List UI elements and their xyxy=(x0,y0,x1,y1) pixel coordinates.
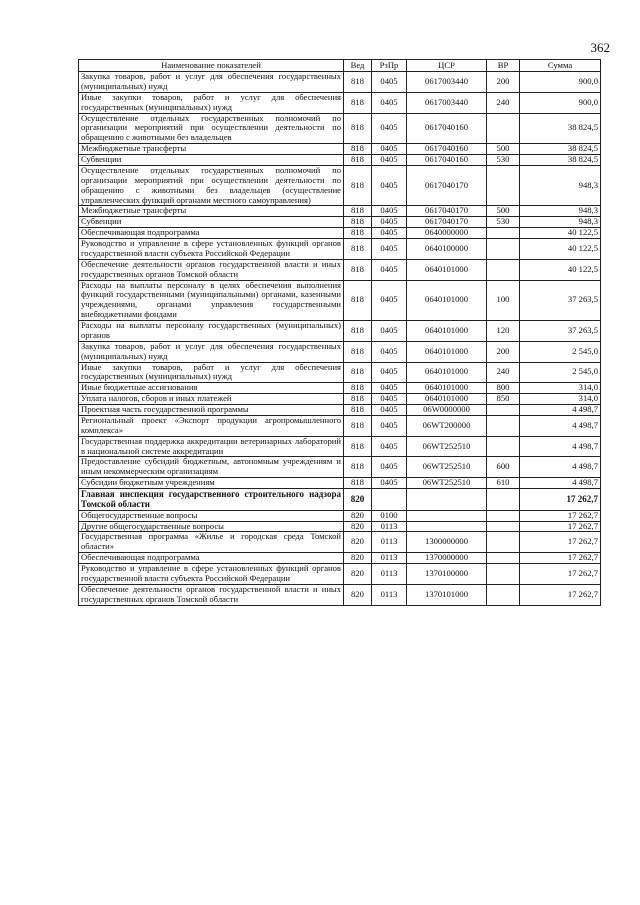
cell-csr: 0617003440 xyxy=(407,72,487,93)
table-row xyxy=(79,321,601,342)
cell-vr xyxy=(487,415,520,436)
cell-name: Руководство и управление в сфере установленных функций органов государственной власти субъекта Российской Федерации xyxy=(79,239,344,260)
cell-vr xyxy=(487,259,520,280)
cell-name: Государственная программа «Жилье и городская среда Томской области» xyxy=(79,532,344,553)
table-row xyxy=(79,228,601,239)
cell-vr: 120 xyxy=(487,321,520,342)
cell-vr: 850 xyxy=(487,394,520,405)
cell-vr xyxy=(487,553,520,564)
cell-csr: 06WT252510 xyxy=(407,436,487,457)
cell-csr: 0640100000 xyxy=(407,239,487,260)
cell-vr: 200 xyxy=(487,341,520,362)
table-row xyxy=(79,564,601,585)
cell-csr: 0617040160 xyxy=(407,113,487,144)
table-row xyxy=(79,341,601,362)
cell-vr: 240 xyxy=(487,362,520,383)
cell-sum: 314,0 xyxy=(520,383,601,394)
cell-sum: 948,3 xyxy=(520,217,601,228)
cell-sum: 4 498,7 xyxy=(520,415,601,436)
cell-rzpr: 0405 xyxy=(372,206,407,217)
cell-rzpr: 0405 xyxy=(372,457,407,478)
table-row xyxy=(79,584,601,605)
cell-sum: 314,0 xyxy=(520,394,601,405)
cell-csr: 0640101000 xyxy=(407,362,487,383)
cell-vr: 500 xyxy=(487,206,520,217)
cell-csr: 06WT252510 xyxy=(407,457,487,478)
cell-csr: 0640101000 xyxy=(407,383,487,394)
cell-sum: 17 262,7 xyxy=(520,532,601,553)
cell-sum: 38 824,5 xyxy=(520,113,601,144)
cell-rzpr: 0113 xyxy=(372,521,407,532)
cell-name: Государственная поддержка аккредитации ветеринарных лабораторий в национальной системе аккредитации xyxy=(79,436,344,457)
cell-ved: 820 xyxy=(344,553,372,564)
cell-csr: 0617040170 xyxy=(407,217,487,228)
cell-csr: 1370000000 xyxy=(407,553,487,564)
cell-csr xyxy=(407,510,487,521)
cell-vr: 530 xyxy=(487,155,520,166)
cell-rzpr: 0405 xyxy=(372,92,407,113)
table-row xyxy=(79,553,601,564)
cell-name: Предоставление субсидий бюджетным, автономным учреждениям и иным некоммерческим организациям xyxy=(79,457,344,478)
cell-name: Проектная часть государственной программы xyxy=(79,405,344,416)
cell-sum: 4 498,7 xyxy=(520,478,601,489)
cell-sum: 2 545,0 xyxy=(520,362,601,383)
cell-csr: 1370100000 xyxy=(407,564,487,585)
cell-ved: 818 xyxy=(344,165,372,206)
cell-rzpr: 0405 xyxy=(372,341,407,362)
table-row xyxy=(79,362,601,383)
cell-rzpr: 0113 xyxy=(372,584,407,605)
cell-ved: 818 xyxy=(344,239,372,260)
cell-sum: 2 545,0 xyxy=(520,341,601,362)
cell-ved: 818 xyxy=(344,415,372,436)
cell-name: Закупка товаров, работ и услуг для обеспечения государственных (муниципальных) нужд xyxy=(79,72,344,93)
cell-name: Субвенции xyxy=(79,217,344,228)
cell-rzpr: 0405 xyxy=(372,362,407,383)
cell-csr: 06WT200000 xyxy=(407,415,487,436)
cell-csr: 1300000000 xyxy=(407,532,487,553)
cell-name: Межбюджетные трансферты xyxy=(79,144,344,155)
cell-name: Иные бюджетные ассигнования xyxy=(79,383,344,394)
cell-name: Субвенции xyxy=(79,155,344,166)
cell-sum: 37 263,5 xyxy=(520,321,601,342)
cell-sum: 38 824,5 xyxy=(520,144,601,155)
cell-rzpr xyxy=(372,489,407,511)
cell-vr: 610 xyxy=(487,478,520,489)
cell-vr xyxy=(487,165,520,206)
cell-sum: 40 122,5 xyxy=(520,239,601,260)
cell-rzpr: 0405 xyxy=(372,259,407,280)
cell-ved: 818 xyxy=(344,92,372,113)
cell-name: Расходы на выплаты персоналу государственных (муниципальных) органов xyxy=(79,321,344,342)
cell-ved: 818 xyxy=(344,228,372,239)
cell-csr: 0617003440 xyxy=(407,92,487,113)
cell-vr xyxy=(487,564,520,585)
cell-csr: 1370101000 xyxy=(407,584,487,605)
header-sum: Сумма xyxy=(520,60,601,72)
table-row xyxy=(79,206,601,217)
table-row xyxy=(79,280,601,321)
cell-vr xyxy=(487,113,520,144)
cell-ved: 818 xyxy=(344,217,372,228)
cell-name: Общегосударственные вопросы xyxy=(79,510,344,521)
cell-ved: 818 xyxy=(344,113,372,144)
cell-vr: 800 xyxy=(487,383,520,394)
cell-vr: 100 xyxy=(487,280,520,321)
cell-vr xyxy=(487,239,520,260)
cell-ved: 818 xyxy=(344,206,372,217)
cell-name: Обеспечивающая подпрограмма xyxy=(79,553,344,564)
cell-sum: 4 498,7 xyxy=(520,405,601,416)
cell-csr: 06WT252510 xyxy=(407,478,487,489)
cell-sum: 17 262,7 xyxy=(520,584,601,605)
cell-csr: 0640101000 xyxy=(407,280,487,321)
cell-ved: 818 xyxy=(344,280,372,321)
cell-name: Другие общегосударственные вопросы xyxy=(79,521,344,532)
cell-vr: 240 xyxy=(487,92,520,113)
table-row xyxy=(79,72,601,93)
cell-name: Закупка товаров, работ и услуг для обеспечения государственных (муниципальных) нужд xyxy=(79,341,344,362)
cell-rzpr: 0405 xyxy=(372,165,407,206)
cell-vr xyxy=(487,510,520,521)
cell-rzpr: 0405 xyxy=(372,280,407,321)
page-number: 362 xyxy=(590,40,610,55)
cell-sum: 948,3 xyxy=(520,206,601,217)
table-row xyxy=(79,394,601,405)
table-row xyxy=(79,478,601,489)
cell-vr xyxy=(487,489,520,511)
cell-vr: 500 xyxy=(487,144,520,155)
cell-vr: 530 xyxy=(487,217,520,228)
cell-csr xyxy=(407,521,487,532)
table-row xyxy=(79,113,601,144)
header-ved: Вед xyxy=(344,60,372,72)
cell-name: Обеспечение деятельности органов государственной власти и иных государственных органов Томской области xyxy=(79,584,344,605)
cell-rzpr: 0405 xyxy=(372,321,407,342)
cell-sum: 17 262,7 xyxy=(520,553,601,564)
cell-sum: 4 498,7 xyxy=(520,457,601,478)
cell-vr xyxy=(487,584,520,605)
cell-sum: 17 262,7 xyxy=(520,521,601,532)
cell-vr xyxy=(487,521,520,532)
cell-ved: 818 xyxy=(344,72,372,93)
cell-csr: 0640101000 xyxy=(407,321,487,342)
cell-name: Обеспечение деятельности органов государственной власти и иных государственных органов Томской области xyxy=(79,259,344,280)
cell-ved: 818 xyxy=(344,405,372,416)
table-row xyxy=(79,510,601,521)
cell-name: Главная инспекция государственного строительного надзора Томской области xyxy=(79,489,344,511)
table-row xyxy=(79,217,601,228)
header-vr: ВР xyxy=(487,60,520,72)
cell-rzpr: 0405 xyxy=(372,394,407,405)
cell-csr: 0640101000 xyxy=(407,259,487,280)
table-row xyxy=(79,165,601,206)
cell-csr: 0617040170 xyxy=(407,206,487,217)
cell-name: Обеспечивающая подпрограмма xyxy=(79,228,344,239)
cell-name: Руководство и управление в сфере установленных функций органов государственной власти субъекта Российской Федерации xyxy=(79,564,344,585)
cell-rzpr: 0405 xyxy=(372,405,407,416)
table-row xyxy=(79,144,601,155)
cell-sum: 37 263,5 xyxy=(520,280,601,321)
cell-csr: 0617040160 xyxy=(407,144,487,155)
table-row xyxy=(79,532,601,553)
cell-ved: 818 xyxy=(344,436,372,457)
cell-sum: 948,3 xyxy=(520,165,601,206)
cell-sum: 17 262,7 xyxy=(520,510,601,521)
cell-ved: 820 xyxy=(344,532,372,553)
cell-sum: 40 122,5 xyxy=(520,259,601,280)
cell-name: Расходы на выплаты персоналу в целях обеспечения выполнения функций государственными (муниципальными) органами, казенными учреждениями, органами управления государственными внебюджетными фондами xyxy=(79,280,344,321)
cell-ved: 818 xyxy=(344,362,372,383)
cell-rzpr: 0405 xyxy=(372,217,407,228)
cell-rzpr: 0113 xyxy=(372,532,407,553)
cell-ved: 820 xyxy=(344,564,372,585)
cell-ved: 818 xyxy=(344,457,372,478)
cell-vr: 200 xyxy=(487,72,520,93)
cell-sum: 38 824,5 xyxy=(520,155,601,166)
cell-vr: 600 xyxy=(487,457,520,478)
cell-rzpr: 0405 xyxy=(372,478,407,489)
cell-sum: 900,0 xyxy=(520,92,601,113)
cell-sum: 17 262,7 xyxy=(520,489,601,511)
cell-rzpr: 0405 xyxy=(372,155,407,166)
cell-rzpr: 0405 xyxy=(372,228,407,239)
cell-rzpr: 0113 xyxy=(372,564,407,585)
cell-csr xyxy=(407,489,487,511)
cell-name: Уплата налогов, сборов и иных платежей xyxy=(79,394,344,405)
table-row xyxy=(79,436,601,457)
cell-csr: 0640000000 xyxy=(407,228,487,239)
cell-sum: 4 498,7 xyxy=(520,436,601,457)
cell-name: Межбюджетные трансферты xyxy=(79,206,344,217)
table-row xyxy=(79,415,601,436)
cell-ved: 818 xyxy=(344,155,372,166)
header-name: Наименование показателей xyxy=(79,60,344,72)
cell-ved: 818 xyxy=(344,259,372,280)
table-row xyxy=(79,155,601,166)
cell-ved: 818 xyxy=(344,383,372,394)
cell-rzpr: 0405 xyxy=(372,113,407,144)
cell-csr: 0617040160 xyxy=(407,155,487,166)
cell-rzpr: 0405 xyxy=(372,383,407,394)
cell-name: Осуществление отдельных государственных полномочий по организации мероприятий при осуществлении деятельности по обращению с животными без владельцев (осуществление управленческих функций органами местного самоуправления) xyxy=(79,165,344,206)
table-row xyxy=(79,259,601,280)
cell-name: Региональный проект «Экспорт продукции агропромышленного комплекса» xyxy=(79,415,344,436)
table-header-row xyxy=(79,60,601,72)
table-row xyxy=(79,383,601,394)
cell-rzpr: 0113 xyxy=(372,553,407,564)
table-row xyxy=(79,489,601,511)
header-csr: ЦСР xyxy=(407,60,487,72)
cell-ved: 818 xyxy=(344,144,372,155)
cell-ved: 820 xyxy=(344,510,372,521)
header-rzpr: РзПр xyxy=(372,60,407,72)
table-row xyxy=(79,239,601,260)
cell-rzpr: 0405 xyxy=(372,239,407,260)
budget-table xyxy=(78,59,601,606)
cell-name: Иные закупки товаров, работ и услуг для обеспечения государственных (муниципальных) нужд xyxy=(79,362,344,383)
cell-ved: 818 xyxy=(344,478,372,489)
cell-ved: 820 xyxy=(344,489,372,511)
cell-sum: 17 262,7 xyxy=(520,564,601,585)
cell-rzpr: 0405 xyxy=(372,436,407,457)
cell-ved: 820 xyxy=(344,584,372,605)
cell-vr xyxy=(487,405,520,416)
cell-csr: 0640101000 xyxy=(407,394,487,405)
cell-name: Субсидии бюджетным учреждениям xyxy=(79,478,344,489)
cell-ved: 818 xyxy=(344,321,372,342)
cell-csr: 06W0000000 xyxy=(407,405,487,416)
cell-ved: 818 xyxy=(344,394,372,405)
cell-sum: 40 122,5 xyxy=(520,228,601,239)
cell-name: Осуществление отдельных государственных полномочий по организации мероприятий при осуществлении деятельности по обращению с животными без владельцев xyxy=(79,113,344,144)
cell-name: Иные закупки товаров, работ и услуг для обеспечения государственных (муниципальных) нужд xyxy=(79,92,344,113)
cell-vr xyxy=(487,228,520,239)
table-row xyxy=(79,405,601,416)
cell-ved: 818 xyxy=(344,341,372,362)
table-row xyxy=(79,457,601,478)
cell-rzpr: 0405 xyxy=(372,144,407,155)
cell-rzpr: 0405 xyxy=(372,72,407,93)
cell-vr xyxy=(487,532,520,553)
cell-rzpr: 0405 xyxy=(372,415,407,436)
table-row xyxy=(79,521,601,532)
cell-ved: 820 xyxy=(344,521,372,532)
cell-rzpr: 0100 xyxy=(372,510,407,521)
cell-vr xyxy=(487,436,520,457)
cell-csr: 0617040170 xyxy=(407,165,487,206)
cell-csr: 0640101000 xyxy=(407,341,487,362)
cell-sum: 900,0 xyxy=(520,72,601,93)
table-row xyxy=(79,92,601,113)
